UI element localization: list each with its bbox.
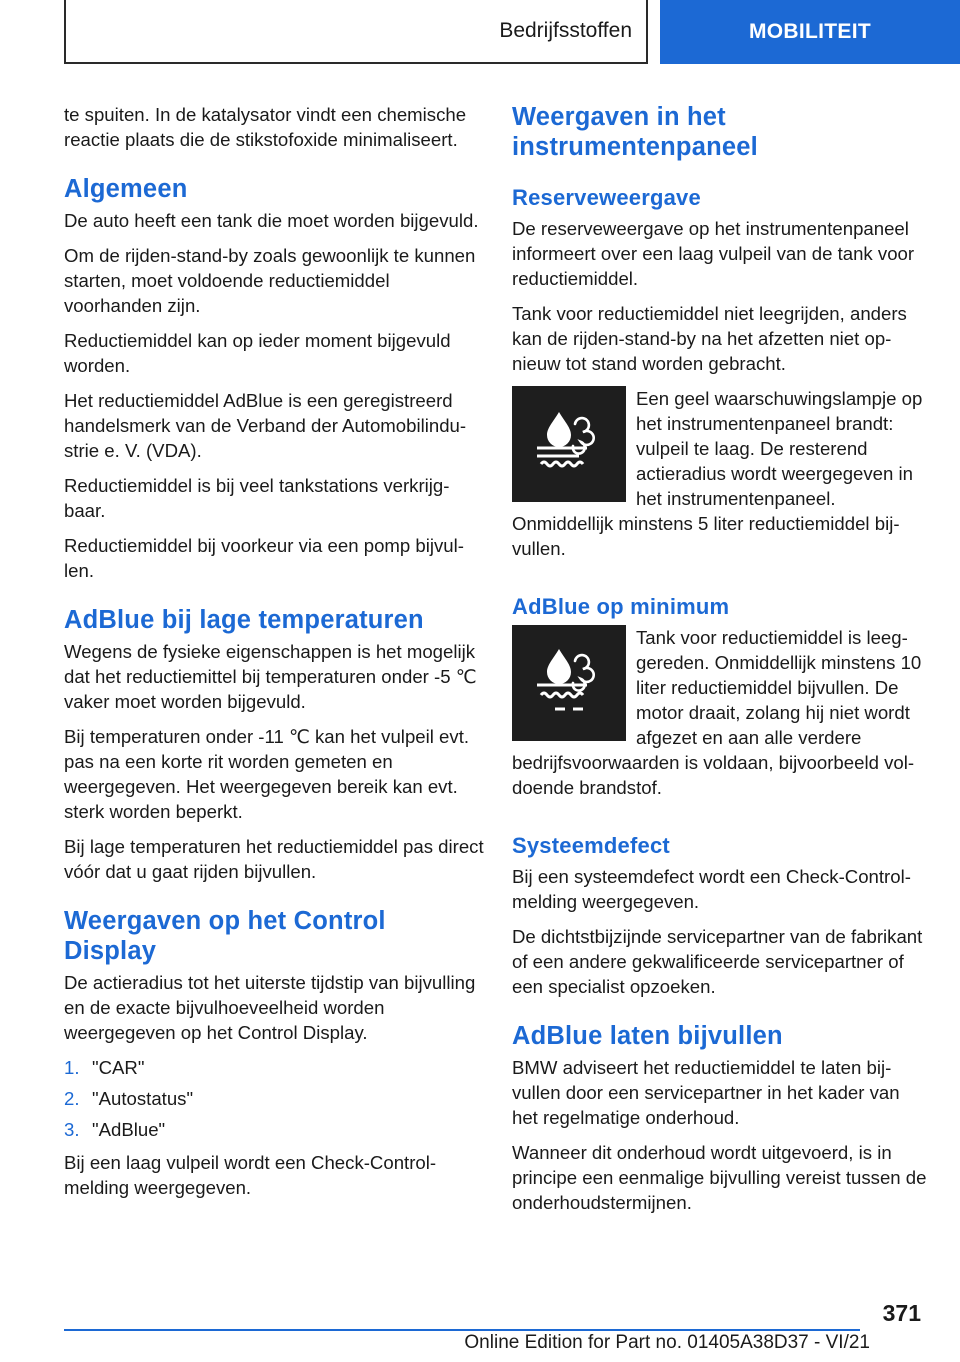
footer-edition-text: Online Edition for Part no. 01405A38D37 - VI/21 [464, 1332, 870, 1353]
list-item [64, 1117, 484, 1142]
paragraph: Bij een systeemdefect wordt een Check-Control-melding weergegeven. [512, 866, 911, 912]
chapter-tab [660, 0, 960, 64]
paragraph: Het reductiemiddel AdBlue is een geregistreerd handelsmerk van de Verband der Automobilindustrie e. V. (VDA). [64, 390, 467, 461]
reserve-warning-block [512, 386, 928, 571]
paragraph: Wanneer dit onderhoud wordt uitgevoerd, is in principe een eenmalige bijvulling vereist tussen de onderhoudstermijnen. [512, 1142, 927, 1213]
page-number: 371 [882, 1300, 921, 1326]
paragraph: De auto heeft een tank die moet worden bijgevuld. [64, 210, 479, 231]
list-number: 3. [64, 1119, 80, 1140]
chapter-title: MOBILITEIT [749, 20, 871, 43]
menu-path-list [64, 1055, 484, 1142]
paragraph: Bij temperaturen onder -11 ℃ kan het vulpeil evt. pas na een korte rit worden gemeten en weergegeven. Het weergegeven bereik kan evt. sterk worden beperkt. [64, 726, 470, 822]
minimum-warning-block [512, 625, 928, 810]
paragraph: De actieradius tot het uiterste tijdstip van bijvulling en de exacte bijvulhoeveelheid worden weergegeven op het Control Display. [64, 972, 476, 1043]
list-text: "Autostatus" [92, 1088, 194, 1109]
page-header [0, 0, 960, 64]
list-text: "CAR" [92, 1057, 145, 1078]
paragraph: Een geel waarschuwingslampje op het instrumentenpaneel brandt: vulpeil te laag. De resterend actieradius wordt weergegeven in het instrumentenpaneel. Onmiddellijk minstens 5 liter reductiemiddel bijvullen. [512, 388, 923, 559]
list-number: 1. [64, 1057, 80, 1078]
heading-reserveweergave: Reserveweergave [512, 185, 701, 210]
paragraph: Wegens de fysieke eigenschappen is het mogelijk dat het reductiemittel bij temperaturen onder -5 ℃ vaker moet worden bijgevuld. [64, 641, 477, 712]
heading-instrumentenpaneel: Weergaven in het instrumentenpaneel [512, 103, 758, 161]
right-column [512, 102, 928, 1225]
paragraph: Tank voor reductiemiddel niet leegrijden, anders kan de rijden-stand-by na het afzetten niet opnieuw tot stand worden gebracht. [512, 303, 907, 374]
paragraph: Om de rijden-stand-by zoals gewoonlijk te kunnen starten, moet voldoende reductiemiddel voorhanden zijn. [64, 245, 476, 316]
heading-algemeen: Algemeen [64, 175, 188, 203]
paragraph: Bij een laag vulpeil wordt een Check-Control-melding weergegeven. [64, 1152, 437, 1198]
paragraph: Tank voor reductiemiddel is leeggereden. Onmiddellijk minstens 10 liter reductiemiddel bijvullen. De motor draait, zolang hij niet wordt afgezet en aan alle verdere bedrijfsvoorwaarden is voldaan, bijvoorbeeld voldoende brandstof. [512, 627, 922, 798]
heading-adblue-bijvullen: AdBlue laten bijvullen [512, 1022, 783, 1050]
intro-paragraph: te spuiten. In de katalysator vindt een chemische reactie plaats die de stikstofoxide minimaliseert. [64, 104, 467, 150]
section-title: Bedrijfsstoffen [499, 19, 632, 42]
heading-adblue-minimum: AdBlue op minimum [512, 594, 730, 619]
adblue-minimum-warning-icon [512, 625, 626, 741]
paragraph: Reductiemiddel bij voorkeur via een pomp bijvullen. [64, 535, 464, 581]
paragraph: Reductiemiddel is bij veel tankstations verkrijgbaar. [64, 475, 450, 521]
list-item [64, 1086, 484, 1111]
footer-divider [64, 1329, 860, 1331]
heading-lage-temperaturen: AdBlue bij lage temperaturen [64, 606, 424, 634]
heading-systeemdefect: Systeemdefect [512, 833, 670, 858]
paragraph: De dichtstbijzijnde servicepartner van de fabrikant of een andere gekwalificeerde servicepartner of een specialist opzoeken. [512, 926, 923, 997]
paragraph: De reserveweergave op het instrumentenpaneel informeert over een laag vulpeil van de tank voor reductiemiddel. [512, 218, 915, 289]
heading-control-display: Weergaven op het Control Display [64, 907, 386, 965]
list-item [64, 1055, 484, 1080]
section-tab [64, 0, 648, 64]
paragraph: Bij lage temperaturen het reductiemiddel pas direct vóór dat u gaat rijden bijvullen. [64, 836, 484, 882]
paragraph: BMW adviseert het reductiemiddel te laten bijvullen door een servicepartner in het kader van het regelmatige onderhoud. [512, 1057, 900, 1128]
left-column [64, 102, 484, 1210]
paragraph: Reductiemiddel kan op ieder moment bijgevuld worden. [64, 330, 451, 376]
list-number: 2. [64, 1088, 80, 1109]
adblue-reserve-warning-icon [512, 386, 626, 502]
list-text: "AdBlue" [92, 1119, 166, 1140]
